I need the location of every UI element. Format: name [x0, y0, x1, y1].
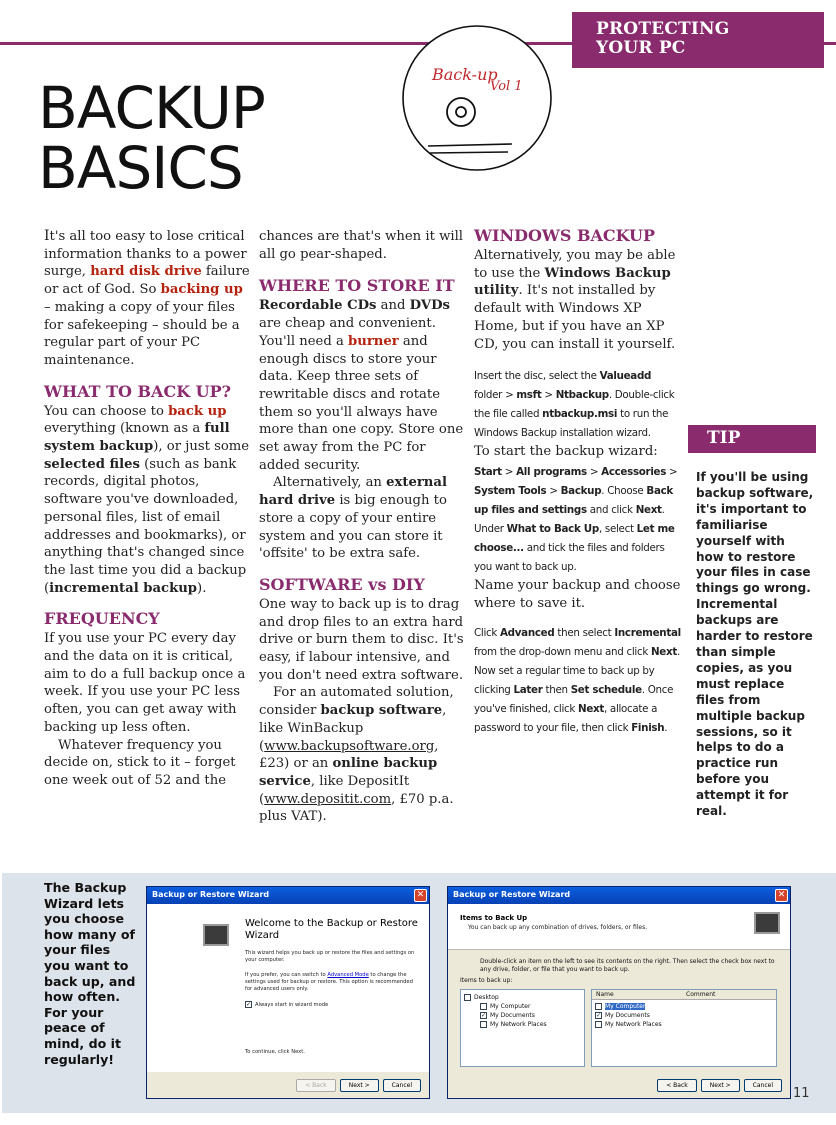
backup-wizard-icon — [203, 924, 229, 946]
checkbox-icon[interactable] — [595, 1003, 602, 1010]
wizard-text-1: This wizard helps you back up or restore the files and settings on your computer. — [245, 950, 415, 963]
cancel-button[interactable]: Cancel — [744, 1079, 782, 1092]
cd-label-1: Back-up — [432, 65, 498, 84]
list-header — [592, 990, 776, 1000]
checkbox-icon[interactable] — [480, 1003, 487, 1010]
cancel-button[interactable]: Cancel — [383, 1079, 421, 1092]
software-paragraph-1: One way to back up is to drag and drop files to an extra hard drive or burn them to disc. It's easy, if labour intensive, and you don't need extra software. — [259, 596, 464, 683]
schedule-steps: Click Advanced then select Incremental from the drop-down menu and click Next. Now set a regular time to back up by clicking Later then Set schedule. Once you've finished, click Next, allocate a password to your file, then click Finish. — [474, 627, 681, 735]
column-1 — [44, 228, 250, 790]
window-titlebar: Backup or Restore Wizard ✕ — [147, 887, 429, 904]
heading-where-to-store: WHERE TO STORE IT — [259, 276, 455, 296]
close-icon[interactable]: ✕ — [775, 889, 788, 902]
frequency-paragraph-2: Whatever frequency you decide on, stick to it – forget one week out of 52 and the — [44, 737, 236, 788]
where-paragraph-2: Alternatively, an external hard drive is big enough to store a copy of your entire system and you can store it 'offsite' to be extra safe. — [259, 475, 447, 562]
checkbox-checked-icon[interactable]: ✓ — [246, 1001, 252, 1008]
wizard-side-panel — [147, 904, 233, 1072]
software-paragraph-2: For an automated solution, consider backup software, like WinBackup (www.backupsoftware.org, £23) or an online backup service, like DepositIt (www.depositit.com, £70 p.a. plus VAT). — [259, 685, 454, 825]
list-item-my-network-places[interactable]: My Network Places — [595, 1020, 773, 1029]
items-tree[interactable] — [460, 989, 585, 1067]
section-tab-line2: YOUR PC — [596, 38, 686, 58]
page-number: 11 — [793, 1086, 810, 1101]
section-tab — [572, 12, 824, 68]
checkbox-icon[interactable] — [480, 1021, 487, 1028]
wizard-buttons — [657, 1079, 782, 1092]
wizard-window-items — [447, 886, 791, 1099]
close-icon[interactable]: ✕ — [414, 889, 427, 902]
wizard-mode-checkbox[interactable]: ✓ Always start in wizard mode — [246, 1001, 329, 1008]
wizard-body — [448, 950, 790, 1075]
page-title — [38, 74, 265, 202]
winbackup-link[interactable]: www.backupsoftware.org — [264, 738, 435, 754]
column-3 — [474, 226, 682, 738]
heading-software-vs-diy: SOFTWARE vs DIY — [259, 574, 425, 594]
heading-what-to-back-up: WHAT TO BACK UP? — [44, 381, 232, 401]
title-line1: BACKUP — [38, 74, 265, 142]
tree-item-desktop[interactable]: Desktop — [464, 993, 581, 1002]
list-item-my-documents[interactable]: ✓ My Documents — [596, 1012, 650, 1019]
column-2 — [259, 228, 466, 826]
items-list[interactable] — [591, 989, 777, 1067]
wizard-window-welcome — [146, 886, 430, 1099]
wizard-steps: Start > All programs > Accessories > System Tools > Backup. Choose Back up files and settings and click Next. Under What to Back Up, select Let me choose... and tick the files and folders you want to back up. — [474, 465, 678, 573]
advanced-mode-link[interactable]: Advanced Mode — [327, 972, 369, 978]
items-label: Items to back up: — [460, 977, 513, 984]
next-button[interactable]: Next > — [340, 1079, 379, 1092]
frequency-paragraph-1: If you use your PC every day and the data on it is critical, aim to do a full backup once a week. If you use your PC less often, you can get away with backing up less often. — [44, 631, 246, 735]
checkbox-icon[interactable] — [595, 1021, 602, 1028]
install-steps: Insert the disc, select the Valueadd folder > msft > Ntbackup. Double-click the file called ntbackup.msi to run the Windows Backup installation wizard. — [474, 370, 675, 440]
tip-text: If you'll be using backup software, it's important to familiarise yourself with how to restore your files in case things go wrong. Incremental backups are harder to restore than simple copies, as you must replace files from multiple backup sessions, so it helps to do a practice run before you attempt it for real. — [696, 470, 814, 819]
windows-paragraph: Alternatively, you may be able to use the Windows Backup utility. It's not installed by default with Windows XP Home, but if you have an XP CD, you can install it yourself. — [474, 248, 676, 352]
wizard-buttons — [296, 1079, 421, 1092]
back-button[interactable]: < Back — [296, 1079, 336, 1092]
wizard-continue-text: To continue, click Next. — [245, 1049, 305, 1055]
cd-doodle-icon — [398, 18, 556, 176]
name-backup-text: Name your backup and choose where to save it. — [474, 577, 681, 611]
wizard-content — [233, 904, 429, 1072]
back-button[interactable]: < Back — [657, 1079, 697, 1092]
wizard-subheading: You can back up any combination of drives, folders, or files. — [468, 924, 648, 931]
intro-paragraph: It's all too easy to lose critical information thanks to a power surge, hard disk drive failure or act of God. So backing up – making a copy of your files for safekeeping – should be a regular part of your PC maintenance. — [44, 228, 250, 368]
cd-label-2: Vol 1 — [490, 79, 523, 94]
section-tab-line1: PROTECTING — [596, 19, 730, 39]
window-titlebar: Backup or Restore Wizard ✕ — [448, 887, 790, 904]
tree-item-my-documents[interactable]: ✓ My Documents — [481, 1012, 535, 1019]
wizard-text-2: If you prefer, you can switch to Advanced Mode to change the settings used for backup or restore. This option is recommended for advanced users only. — [245, 972, 413, 992]
next-button[interactable]: Next > — [701, 1079, 740, 1092]
wizard-instructions: Double-click an item on the left to see its contents on the right. Then select the check box next to any drive, folder, or file that you want to back up. — [480, 958, 775, 973]
column-name[interactable]: Name — [596, 991, 614, 998]
heading-frequency: FREQUENCY — [44, 609, 160, 629]
where-paragraph-1: Recordable CDs and DVDs are cheap and convenient. You'll need a burner and enough discs to store your data. Keep three sets of rewritable discs and rotate them so you'll always have more than one copy. Store one set away from the PC for added security. — [259, 298, 464, 473]
continued-paragraph: chances are that's when it will all go pear-shaped. — [259, 229, 464, 262]
backup-wizard-icon — [754, 912, 780, 934]
items-panels — [460, 989, 778, 1067]
list-item-my-computer[interactable]: My Computer — [595, 1002, 773, 1011]
column-comment[interactable]: Comment — [686, 991, 716, 998]
checkbox-icon[interactable] — [464, 994, 471, 1001]
wizard-heading: Welcome to the Backup or Restore Wizard — [245, 918, 418, 941]
checkbox-checked-icon[interactable]: ✓ — [596, 1012, 602, 1019]
depositit-link[interactable]: www.depositit.com — [264, 791, 392, 807]
tree-item-my-computer[interactable]: My Computer — [464, 1002, 581, 1011]
screenshot-caption: The Backup Wizard lets you choose how many of your files you want to back up, and how often. For your peace of mind, do it regularly! — [44, 880, 136, 1067]
what-paragraph: You can choose to back up everything (known as a full system backup), or just some selected files (such as bank records, digital photos, software you've downloaded, personal files, list of email addresses and bookmarks), or anything that's changed since the last time you did a backup (incremental backup). — [44, 403, 250, 596]
tree-item-my-network-places[interactable]: My Network Places — [464, 1020, 581, 1029]
heading-windows-backup: WINDOWS BACKUP — [474, 226, 655, 245]
start-wizard-text: To start the backup wizard: — [474, 444, 658, 460]
checkbox-checked-icon[interactable]: ✓ — [481, 1012, 487, 1019]
tip-label: TIP — [688, 425, 816, 453]
wizard-heading: Items to Back Up — [460, 914, 528, 922]
wizard-header — [448, 904, 790, 950]
title-line2: BASICS — [38, 134, 243, 202]
